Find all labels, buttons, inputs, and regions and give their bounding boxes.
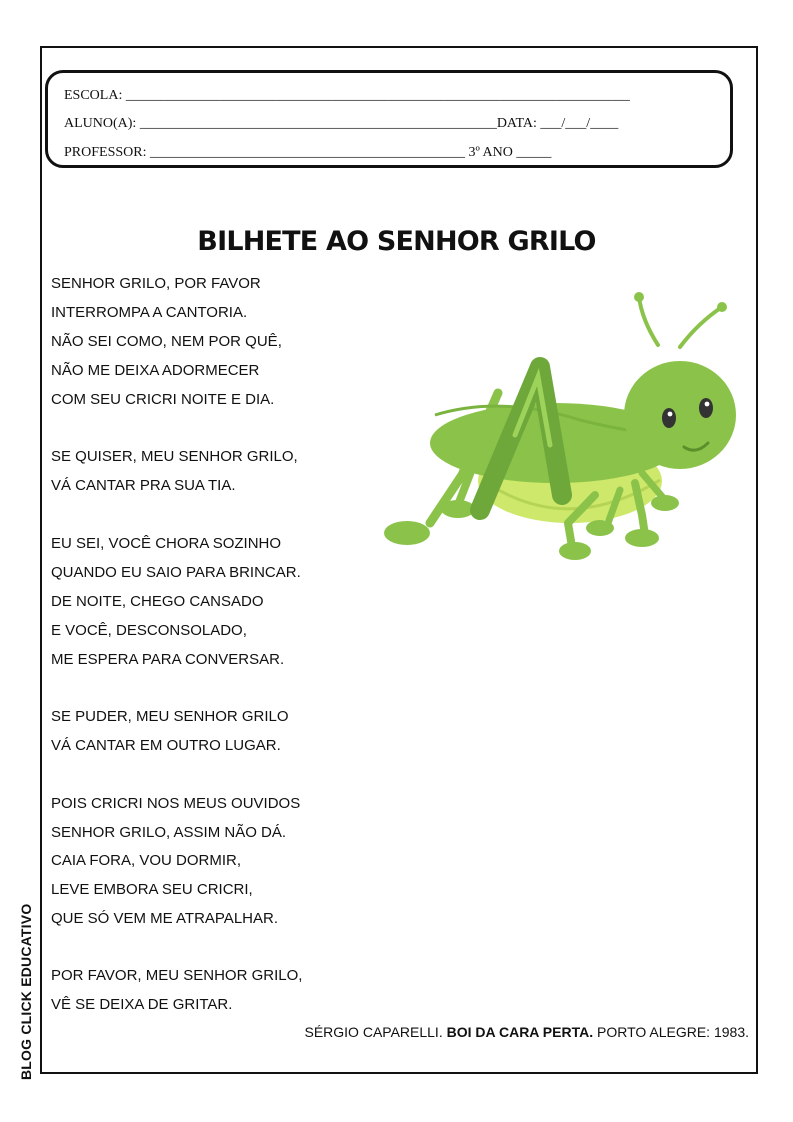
citation-place-year: PORTO ALEGRE: 1983.	[596, 1024, 749, 1040]
side-label: BLOG CLICK EDUCATIVO	[18, 903, 34, 1080]
poem-line: INTERROMPA A CANTORIA.	[51, 304, 248, 321]
student-date-field: ALUNO(A): ___________________________________________________DATA: ___/___/____	[64, 116, 619, 131]
poem-line: VÊ SE DEIXA DE GRITAR.	[51, 996, 233, 1013]
poem-line: EU SEI, VOCÊ CHORA SOZINHO	[51, 535, 282, 552]
school-field: ESCOLA: ________________________________________________________________________	[64, 88, 630, 103]
poem-line: QUE SÓ VEM ME ATRAPALHAR.	[51, 910, 278, 927]
poem-line: LEVE EMBORA SEU CRICRI,	[51, 881, 253, 898]
page-title: BILHETE AO SENHOR GRILO	[197, 226, 596, 257]
poem-line: POR FAVOR, MEU SENHOR GRILO,	[51, 967, 303, 984]
poem-line: SENHOR GRILO, ASSIM NÃO DÁ.	[51, 824, 287, 841]
poem-line: SE QUISER, MEU SENHOR GRILO,	[51, 448, 298, 465]
poem-line: COM SEU CRICRI NOITE E DIA.	[51, 391, 275, 408]
poem-line: NÃO ME DEIXA ADORMECER	[51, 362, 260, 379]
poem-line: POIS CRICRI NOS MEUS OUVIDOS	[51, 795, 301, 812]
citation	[304, 1024, 749, 1040]
poem-line: NÃO SEI COMO, NEM POR QUÊ,	[51, 333, 282, 350]
poem-line: DE NOITE, CHEGO CANSADO	[51, 593, 264, 610]
poem-line: VÁ CANTAR EM OUTRO LUGAR.	[51, 737, 281, 754]
poem-line: QUANDO EU SAIO PARA BRINCAR.	[51, 564, 301, 581]
poem-line: SENHOR GRILO, POR FAVOR	[51, 275, 261, 292]
poem-line: VÁ CANTAR PRA SUA TIA.	[51, 477, 236, 494]
grasshopper-icon	[380, 285, 760, 570]
poem-line: SE PUDER, MEU SENHOR GRILO	[51, 708, 289, 725]
poem-line: CAIA FORA, VOU DORMIR,	[51, 852, 242, 869]
poem-line: E VOCÊ, DESCONSOLADO,	[51, 622, 247, 639]
poem-line: ME ESPERA PARA CONVERSAR.	[51, 651, 285, 668]
citation-book: BOI DA CARA PERTA.	[446, 1024, 594, 1040]
teacher-grade-field: PROFESSOR: _____________________________________________ 3º ANO _____	[64, 145, 552, 160]
citation-author: SÉRGIO CAPARELLI.	[304, 1024, 443, 1040]
